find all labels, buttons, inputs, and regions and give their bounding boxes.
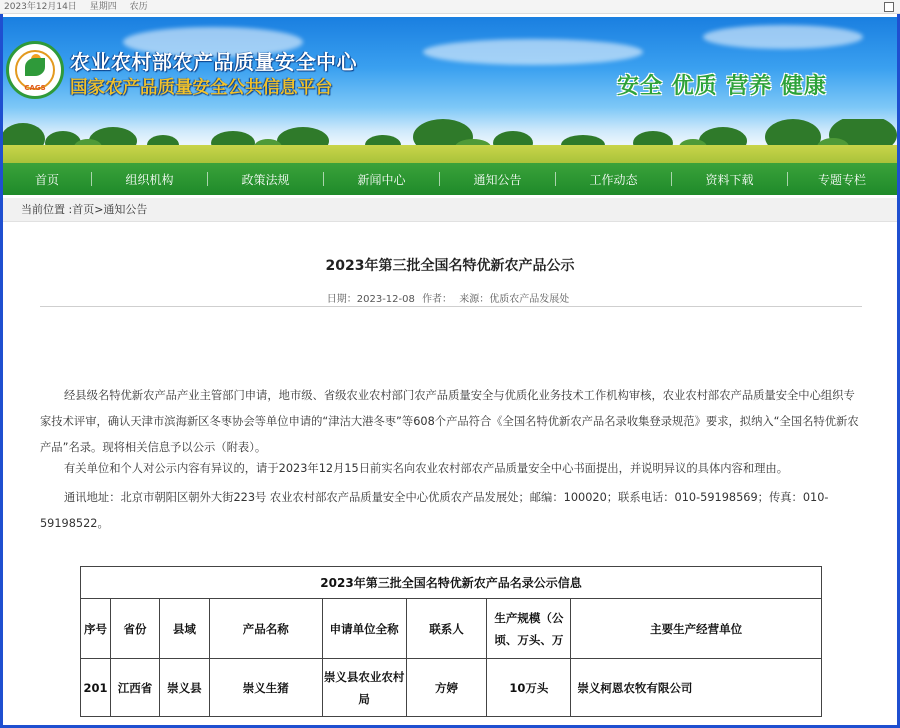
article-paragraph: 通讯地址：北京市朝阳区朝外大街223号 农业农村部农产品质量安全中心优质农产品发展处；邮编：100020；联系电话：010-59198569；传真：010-59198522。	[40, 491, 829, 530]
table-cell: 江西省	[110, 659, 159, 717]
site-banner	[3, 17, 897, 163]
article-author: 作者：	[422, 294, 453, 305]
cags-logo[interactable]	[6, 41, 64, 99]
header-cell: 主要生产经营单位	[571, 599, 822, 659]
nav-home[interactable]: 首页	[34, 172, 59, 187]
header-cell: 县域	[159, 599, 209, 659]
nav-notices[interactable]: 通知公告	[473, 172, 522, 187]
nav-organization[interactable]: 组织机构	[125, 172, 174, 187]
nav-policies[interactable]: 政策法规	[241, 172, 290, 187]
logo-text: CAGS	[24, 84, 46, 92]
title-divider	[40, 306, 862, 307]
product-list-table	[80, 566, 822, 717]
article-title: 2023年第三批全国名特优新农产品公示	[325, 258, 575, 274]
corner-box-icon[interactable]	[884, 2, 894, 12]
article-source: 来源：优质农产品发展处	[459, 294, 570, 305]
table-row	[81, 659, 822, 717]
header-cell: 生产规模（公顷、万头、万	[487, 599, 571, 659]
top-info-bar	[0, 0, 900, 14]
site-slogan: 安全 优质 营养 健康	[617, 73, 827, 99]
header-cell: 省份	[110, 599, 159, 659]
table-cell: 崇义县	[159, 659, 209, 717]
table-cell: 10万头	[487, 659, 571, 717]
article-paragraph: 经县级名特优新农产品产业主管部门申请，地市级、省级农业农村部门农产品质量安全与优质化业务技术工作机构审核，农业农村部农产品质量安全中心组织专家技术评审，确认天津市滨海新区冬枣协会等单位申请的“津沽大港冬枣”等608个产品符合《全国名特优新农产品名录收集登录规范》要求，拟纳入“全国名特优新农产品”名录。现将相关信息予以公示（附表）。	[40, 389, 859, 454]
article-paragraph: 有关单位和个人对公示内容有异议的，请于2023年12月15日前实名向农业农村部农产品质量安全中心书面提出，并说明异议的具体内容和理由。	[64, 462, 789, 475]
lunar-date: 农历	[129, 2, 148, 12]
current-date: 2023年12月14日	[4, 2, 77, 12]
table-cell: 崇义县农业农村局	[322, 659, 406, 717]
current-weekday: 星期四	[89, 2, 117, 12]
main-nav	[3, 163, 897, 195]
site-title: 农业农村部农产品质量安全中心	[70, 50, 357, 74]
table-cell: 201	[81, 659, 111, 717]
header-cell: 序号	[81, 599, 111, 659]
table-cell: 崇义柯恩农牧有限公司	[571, 659, 822, 717]
table-cell: 崇义生猪	[209, 659, 322, 717]
site-subtitle: 国家农产品质量安全公共信息平台	[70, 78, 333, 98]
nav-work-updates[interactable]: 工作动态	[589, 172, 638, 187]
nav-special-topics[interactable]: 专题专栏	[817, 172, 866, 187]
table-cell: 方婷	[406, 659, 487, 717]
nav-downloads[interactable]: 资料下载	[705, 172, 754, 187]
nav-news[interactable]: 新闻中心	[357, 172, 406, 187]
article-date: 日期：2023-12-08	[326, 294, 415, 305]
table-header-row	[81, 599, 822, 659]
breadcrumb: 当前位置 :首页>通知公告	[3, 198, 897, 222]
header-cell: 联系人	[406, 599, 487, 659]
article-meta	[3, 290, 897, 305]
field-illustration	[3, 145, 897, 163]
header-cell: 申请单位全称	[322, 599, 406, 659]
table-caption: 2023年第三批全国名特优新农产品名录公示信息	[81, 567, 822, 599]
header-cell: 产品名称	[209, 599, 322, 659]
